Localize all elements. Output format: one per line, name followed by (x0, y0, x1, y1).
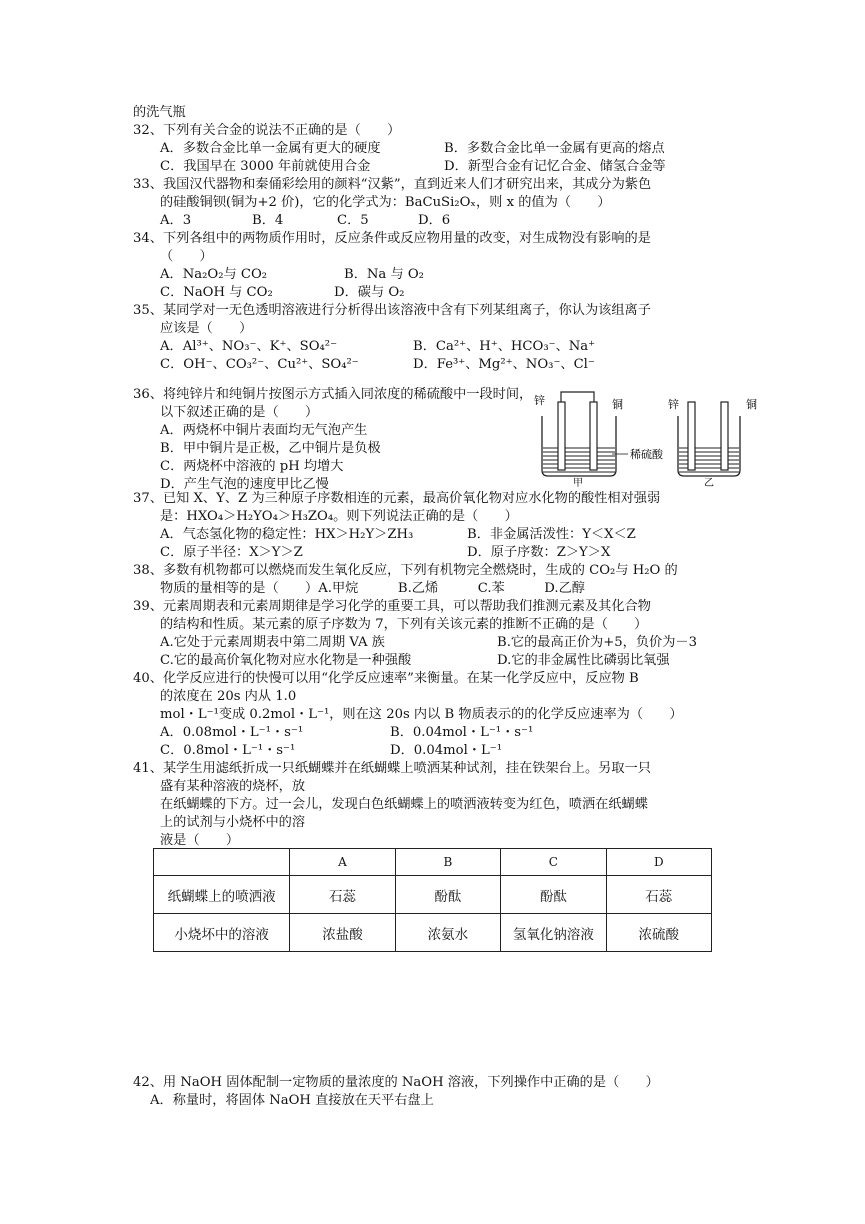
table-cell: 浓氨水 (395, 914, 500, 952)
question-41-line5: 液是（ ） (160, 833, 240, 848)
table-cell: 小烧坏中的溶液 (154, 914, 290, 952)
question-32: 32、下列有关合金的说法不正确的是（ ） (133, 123, 401, 138)
q36-option-b: B．甲中铜片是正极，乙中铜片是负极 (160, 441, 381, 456)
table-cell: 浓盐酸 (290, 914, 395, 952)
q33-option-c: C．5 (337, 213, 369, 228)
question-33: 33、我国汉代器物和秦俑彩绘用的颜料“汉紫”，直到近来人们才研究出来，其成分为紫色 (133, 177, 652, 192)
q39-option-b: B.它的最高正价为+5，负价为－3 (497, 635, 697, 650)
q35-option-c: C．OH⁻、CO₃²⁻、Cu²⁺、SO₄²⁻ (160, 357, 359, 372)
q40-option-c: C．0.8mol・L⁻¹・s⁻¹ (160, 743, 296, 758)
q39-option-d: D.它的非金属性比磷弱比氧强 (497, 653, 670, 668)
question-39-line2: 的结构和性质。某元素的原子序数为 7，下列有关该元素的推断不正确的是（ ） (160, 617, 648, 632)
table-cell: 石蕊 (606, 876, 711, 914)
q40-option-b: B．0.04mol・L⁻¹・s⁻¹ (390, 725, 534, 740)
table-cell: 酚酞 (395, 876, 500, 914)
copper-label-1: 铜 (612, 398, 623, 411)
question-41-line4: 上的试剂与小烧杯中的溶 (160, 815, 306, 830)
question-36-line2: 以下叙述正确的是（ ） (160, 405, 319, 420)
q32-option-a: A．多数合金比单一金属有更大的硬度 (160, 141, 381, 156)
question-42: 42、用 NaOH 固体配制一定物质的量浓度的 NaOH 溶液，下列操作中正确的是（ ） (133, 1075, 659, 1090)
copper-label-2: 铜 (746, 398, 757, 411)
q32-option-b: B．多数合金比单一金属有更高的熔点 (444, 141, 665, 156)
q37-option-a: A．气态氢化物的稳定性：HX＞H₂Y＞ZH₃ (160, 527, 414, 542)
table-header-cell: A (290, 849, 395, 876)
table-cell: 石蕊 (290, 876, 395, 914)
q33-option-a: A．3 (160, 213, 192, 228)
table-cell: 酚酞 (501, 876, 606, 914)
q35-option-b: B．Ca²⁺、H⁺、HCO₃⁻、Na⁺ (413, 339, 596, 354)
question-36: 36、将纯锌片和纯铜片按图示方式插入同浓度的稀硫酸中一段时间， (133, 387, 533, 402)
q36-option-a: A．两烧杯中铜片表面均无气泡产生 (160, 423, 368, 438)
q36-option-c: C．两烧杯中溶液的 pH 均增大 (160, 459, 344, 474)
question-40-line2: 的浓度在 20s 内从 1.0 (160, 689, 297, 704)
continued-line: 的洗气瓶 (133, 105, 186, 120)
table-header-cell: C (501, 849, 606, 876)
question-37-line2: 是：HXO₄＞H₂YO₄＞H₃ZO₄。则下列说法正确的是（ ） (160, 509, 518, 524)
q35-option-d: D．Fe³⁺、Mg²⁺、NO₃⁻、Cl⁻ (413, 357, 595, 372)
q40-option-d: D．0.04mol・L⁻¹ (390, 743, 502, 758)
question-39: 39、元素周期表和元素周期律是学习化学的重要工具，可以帮助我们推测元素及其化合物 (133, 599, 651, 614)
question-40: 40、化学反应进行的快慢可以用“化学反应速率”来衡量。在某一化学反应中，反应物 B (133, 671, 639, 686)
q40-option-a: A．0.08mol・L⁻¹・s⁻¹ (160, 725, 304, 740)
question-34: 34、下列各组中的两物质作用时，反应条件或反应物用量的改变，对生成物没有影响的是 (133, 231, 651, 246)
question-40-line3: mol・L⁻¹变成 0.2mol・L⁻¹，则在这 20s 内以 B 物质表示的的化学反应速率为（ ） (160, 707, 683, 722)
q36-option-d: D．产生气泡的速度甲比乙慢 (160, 477, 329, 492)
table-cell: 纸蝴蝶上的喷洒液 (154, 876, 290, 914)
table-row (154, 876, 712, 914)
beaker-yi-label: 乙 (704, 478, 714, 488)
question-35: 35、某同学对一无色透明溶液进行分析得出该溶液中含有下列某组离子，你认为该组离子 (133, 303, 651, 318)
q37-option-c: C．原子半径：X＞Y＞Z (160, 545, 303, 560)
beaker-diagram (512, 388, 777, 488)
question-38-line2: 物质的量相等的是（ ）A.甲烷 B.乙烯 C.苯 D.乙醇 (160, 581, 585, 596)
beaker-yi (678, 402, 740, 476)
q35-option-a: A．Al³⁺、NO₃⁻、K⁺、SO₄²⁻ (160, 339, 338, 354)
question-41-line2: 盛有某种溶液的烧杯，放 (160, 779, 306, 794)
zinc-label-2: 锌 (668, 398, 679, 411)
question-35-line2: 应该是（ ） (160, 321, 253, 336)
beaker-jia (542, 392, 616, 476)
q39-option-c: C.它的最高价氧化物对应水化物是一种强酸 (160, 653, 412, 668)
q42-option-a: A．称量时，将固体 NaOH 直接放在天平右盘上 (150, 1093, 434, 1108)
q32-option-c: C．我国早在 3000 年前就使用合金 (160, 159, 371, 174)
question-38: 38、多数有机物都可以燃烧而发生氧化反应，下列有机物完全燃烧时，生成的 CO₂与 H₂O 的 (133, 563, 678, 578)
question-33-line2: 的硅酸铜钡(铜为+2 价)，它的化学式为：BaCuSi₂Oₓ，则 x 的值为（ ） (160, 195, 611, 210)
zinc-label-1: 锌 (534, 394, 545, 407)
q37-option-d: D．原子序数：Z＞Y＞X (467, 545, 611, 560)
question-41: 41、某学生用滤纸折成一只纸蝴蝶并在纸蝴蝶上喷洒某种试剂，挂在铁架台上。另取一只 (133, 761, 651, 776)
q39-option-a: A.它处于元素周期表中第二周期 VA 族 (160, 635, 385, 650)
q34-option-a: A．Na₂O₂与 CO₂ (160, 267, 268, 282)
q34-option-b: B．Na 与 O₂ (344, 267, 424, 282)
acid-label: 稀硫酸 (630, 448, 663, 461)
beaker-jia-label: 甲 (573, 478, 583, 488)
q33-option-b: B．4 (252, 213, 284, 228)
q34-option-d: D．碳与 O₂ (334, 285, 405, 300)
table-header-cell (154, 849, 290, 876)
reagent-table (153, 848, 712, 952)
question-37: 37、已知 X、Y、Z 为三种原子序数相连的元素，最高价氧化物对应水化物的酸性相对强弱 (133, 491, 661, 506)
q32-option-d: D．新型合金有记忆合金、储氢合金等 (444, 159, 666, 174)
question-41-line3: 在纸蝴蝶的下方。过一会儿，发现白色纸蝴蝶上的喷洒液转变为红色，喷洒在纸蝴蝶 (160, 797, 648, 812)
table-cell: 氢氧化钠溶液 (501, 914, 606, 952)
question-34-line2: （ ） (160, 249, 213, 264)
table-header-cell: B (395, 849, 500, 876)
q33-option-d: D．6 (418, 213, 451, 228)
table-row (154, 914, 712, 952)
q37-option-b: B．非金属活泼性：Y＜X＜Z (467, 527, 636, 542)
table-cell: 浓硫酸 (606, 914, 711, 952)
table-header-cell: D (606, 849, 711, 876)
q34-option-c: C．NaOH 与 CO₂ (160, 285, 273, 300)
table-header-row (154, 849, 712, 876)
